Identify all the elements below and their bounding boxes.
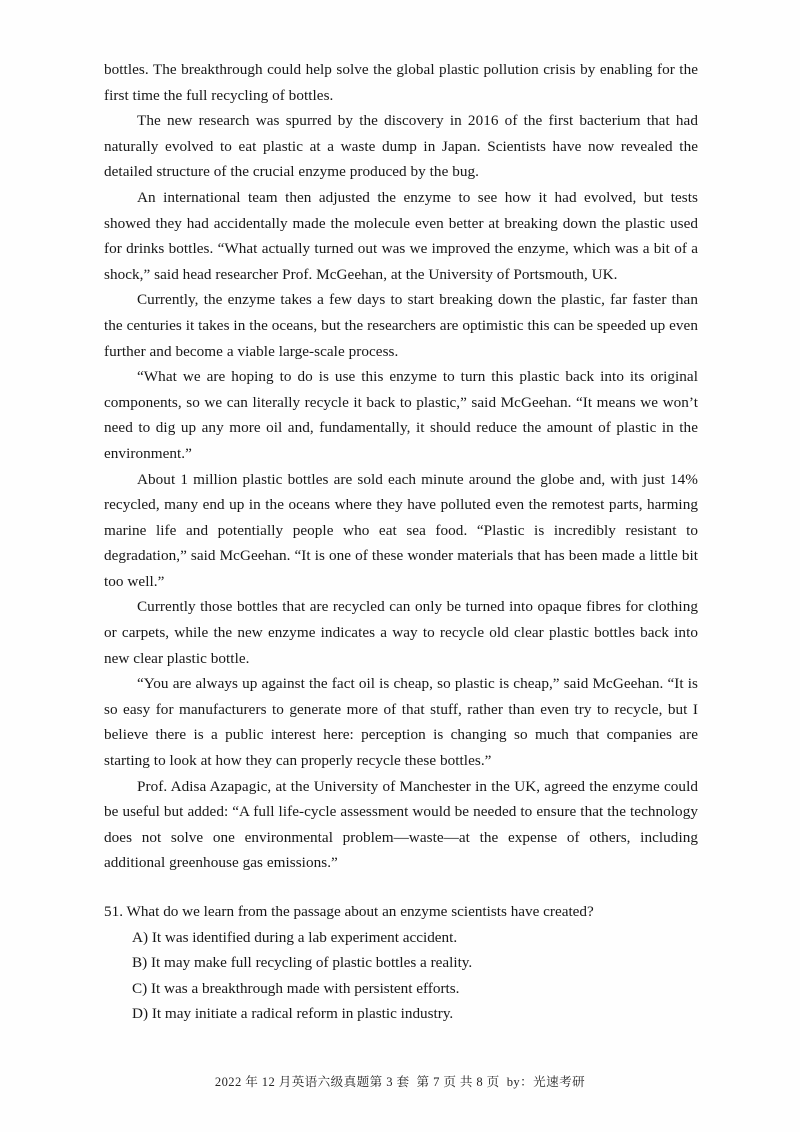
paragraph: The new research was spurred by the discovery in 2016 of the first bacterium that had naturally evolved to eat plastic at a waste dump in Japan. Scientists have now revealed the detailed structure of the crucial enzyme produced by the bug. <box>104 112 698 181</box>
footer-text: 2022 年 12 月英语六级真题第 3 套 第 7 页 共 8 页 by：光速考研 <box>214 1075 586 1089</box>
paragraph: Currently those bottles that are recycled can only be turned into opaque fibres for clothing or carpets, while the new enzyme indicates a way to recycle old clear plastic bottles back into new clear plastic bottle. <box>104 598 698 667</box>
question-option-b[interactable]: B) It may make full recycling of plastic bottles a reality. <box>132 954 473 972</box>
question-option-a[interactable]: A) It was identified during a lab experiment accident. <box>132 928 458 946</box>
paragraph: An international team then adjusted the enzyme to see how it had evolved, but tests showed they had accidentally made the molecule even better at breaking down the plastic used for drinks bottles. “What actually turned out was we improved the enzyme, which was a bit of a shock,” said head researcher Prof. McGeehan, at the University of Portsmouth, UK. <box>104 188 698 283</box>
question-51 <box>104 899 698 1027</box>
paragraph: About 1 million plastic bottles are sold each minute around the globe and, with just 14% recycled, many end up in the oceans where they have polluted even the remotest parts, harming marine life and potentially people who eat sea food. “Plastic is incredibly resistant to degradation,” said McGeehan. “It is one of these wonder materials that has been made a little bit too well.” <box>104 470 698 590</box>
page-footer <box>0 1073 800 1091</box>
paragraph: “You are always up against the fact oil is cheap, so plastic is cheap,” said McGeehan. “It is so easy for manufacturers to generate more of that stuff, rather than even try to recycle, but I believe there is a public interest here: perception is changing so much that companies are starting to look at how they can properly recycle these bottles.” <box>104 675 698 770</box>
question-option-c[interactable]: C) It was a breakthrough made with persistent efforts. <box>132 979 460 997</box>
paragraph: Currently, the enzyme takes a few days to start breaking down the plastic, far faster than the centuries it takes in the oceans, but the researchers are optimistic this can be speeded up even further and become a viable large-scale process. <box>104 291 698 360</box>
paragraph: “What we are hoping to do is use this enzyme to turn this plastic back into its original components, so we can literally recycle it back to plastic,” said McGeehan. “It means we won’t need to dig up any more oil and, fundamentally, it should reduce the amount of plastic in the environment.” <box>104 368 698 462</box>
article-body <box>104 57 698 876</box>
question-option-d[interactable]: D) It may initiate a radical reform in plastic industry. <box>132 1005 454 1023</box>
paragraph: Prof. Adisa Azapagic, at the University of Manchester in the UK, agreed the enzyme could be useful but added: “A full life-cycle assessment would be needed to ensure that the technology does not solve one environmental problem—waste—at the expense of others, including additional greenhouse gas emissions.” <box>104 777 698 872</box>
question-stem: 51. What do we learn from the passage about an enzyme scientists have created? <box>104 903 594 920</box>
paragraph: bottles. The breakthrough could help solve the global plastic pollution crisis by enabling for the first time the full recycling of bottles. <box>104 61 698 104</box>
